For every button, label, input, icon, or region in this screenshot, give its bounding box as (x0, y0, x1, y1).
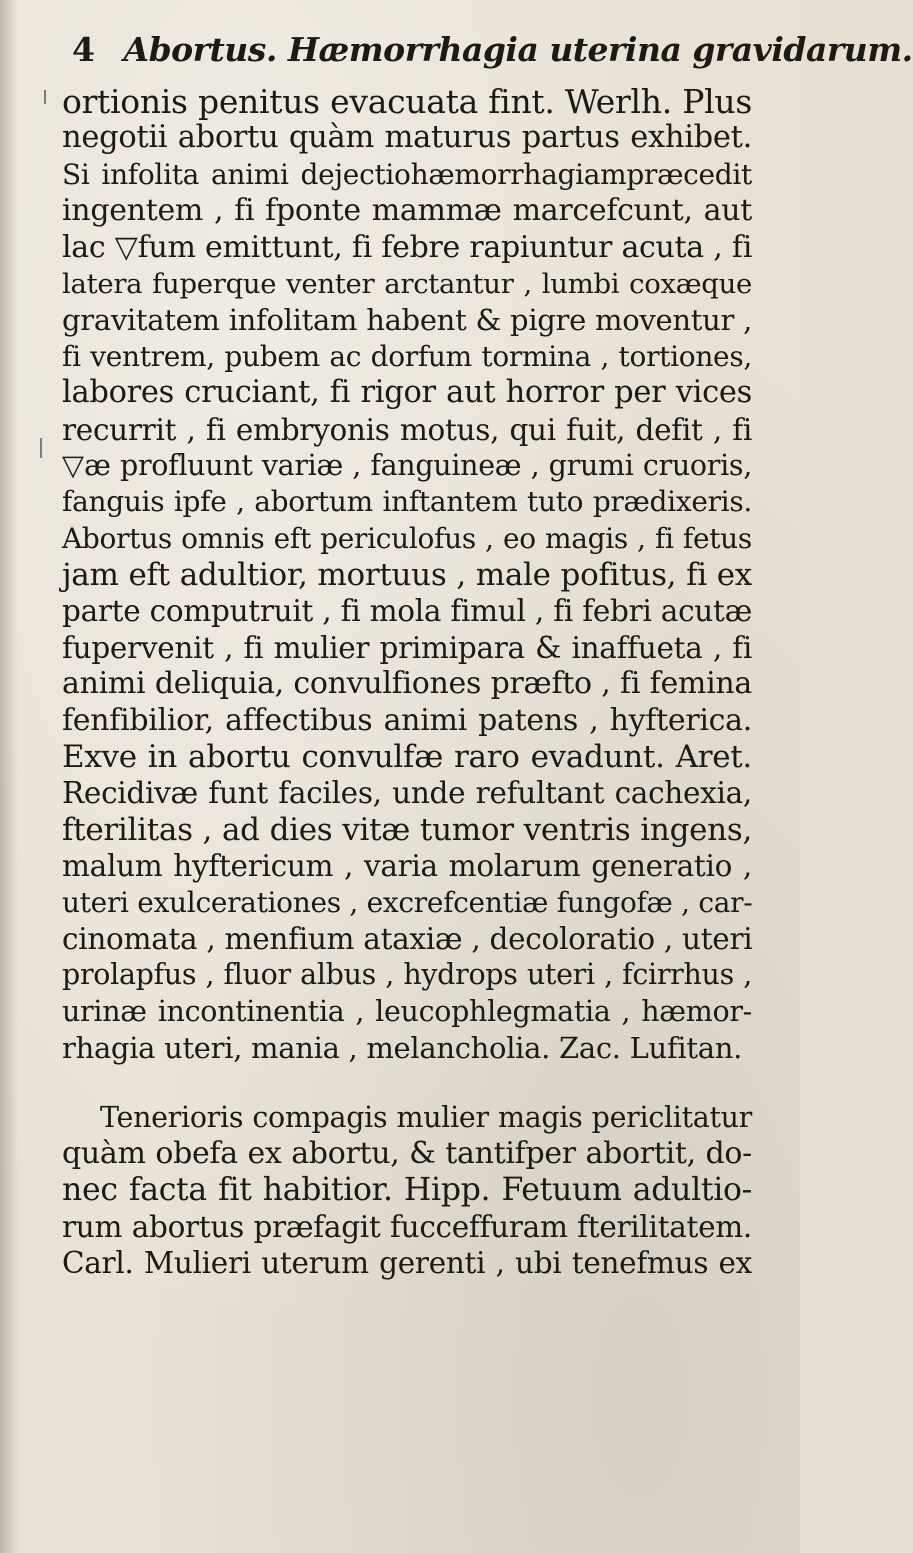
text-line: fenfibilior, affectibus animi patens , hyfterica. (62, 702, 752, 738)
text-line: labores cruciant, fi rigor aut horror per vices (62, 375, 752, 411)
page-number: 4 (72, 30, 95, 69)
text-line: rum abortus præfagit fucceffuram fterilitatem. (62, 1209, 752, 1244)
text-line: fi ventrem, pubem ac dorfum tormina , tortiones, (62, 339, 752, 373)
text-line: malum hyftericum , varia molarum generatio , (62, 849, 752, 884)
text-line: nec facta fit habitior. Hipp. Fetuum adultio- (62, 1172, 752, 1209)
gutter-shadow (0, 0, 18, 1553)
text-line: fupervenit , fi mulier primipara & inaffueta , fi (62, 630, 752, 665)
paragraph-2 (62, 1100, 752, 1282)
text-line: ortionis penitus evacuata fint. Werlh. Plus (62, 82, 752, 121)
running-title: Abortus. Hæmorrhagia uterina gravidarum. (123, 30, 913, 69)
text-line: fterilitas , ad dies vitæ tumor ventris ingens, (62, 811, 752, 848)
margin-mark (40, 438, 42, 458)
text-line: parte computruit , fi mola fimul , fi febri acutæ (62, 594, 752, 629)
text-line: ingentem , fi fponte mammæ marcefcunt, aut (62, 193, 752, 229)
body-text (62, 84, 752, 1282)
text-line: jam eft adultior, mortuus , male pofitus, fi ex (62, 557, 752, 594)
text-line: quàm obefa ex abortu, & tantifper abortit, do- (62, 1135, 752, 1171)
paragraph-1 (62, 84, 752, 1067)
text-line: Tenerioris compagis mulier magis periclitatur (100, 1100, 752, 1134)
text-line: lac ▽fum emittunt, fi febre rapiuntur acuta , fi (62, 229, 752, 265)
text-line: Recidivæ funt faciles, unde refultant cachexia, (62, 776, 752, 811)
text-line: cinomata , menfium ataxiæ , decoloratio , uteri (62, 921, 753, 956)
text-line: Si infolita animi dejectiohæmorrhagiampræcedit (62, 157, 752, 191)
text-line: rhagia uteri, mania , melancholia. Zac. Lufitan. (62, 1031, 742, 1066)
text-line: gravitatem infolitam habent & pigre moventur , (62, 303, 752, 338)
text-line: recurrit , fi embryonis motus, qui fuit, defit , fi (62, 412, 752, 447)
text-line: urinæ incontinentia , leucophlegmatia , hæmor- (62, 994, 752, 1028)
text-line: ▽æ profluunt variæ , fanguineæ , grumi cruoris, (62, 448, 752, 482)
text-line: latera fuperque venter arctantur , lumbi coxæque (62, 267, 752, 300)
text-line: fanguis ipfe , abortum inftantem tuto prædixeris. (62, 485, 752, 519)
paragraph-gap (62, 1067, 752, 1100)
text-line: animi deliquia, convulfiones præfto , fi femina (62, 666, 752, 702)
margin-mark (44, 90, 46, 104)
text-line: uteri exulcerationes , excrefcentiæ fungofæ , car- (62, 885, 753, 919)
text-line: prolapfus , fluor albus , hydrops uteri , fcirrhus , (62, 958, 752, 992)
text-line: Exve in abortu convulfæ raro evadunt. Aret. (62, 739, 752, 776)
running-header (72, 30, 913, 69)
text-line: Abortus omnis eft periculofus , eo magis , fi fetus (62, 521, 752, 555)
text-line: negotii abortu quàm maturus partus exhibet. (62, 120, 752, 156)
text-line: Carl. Mulieri uterum gerenti , ubi tenefmus ex (62, 1246, 752, 1281)
